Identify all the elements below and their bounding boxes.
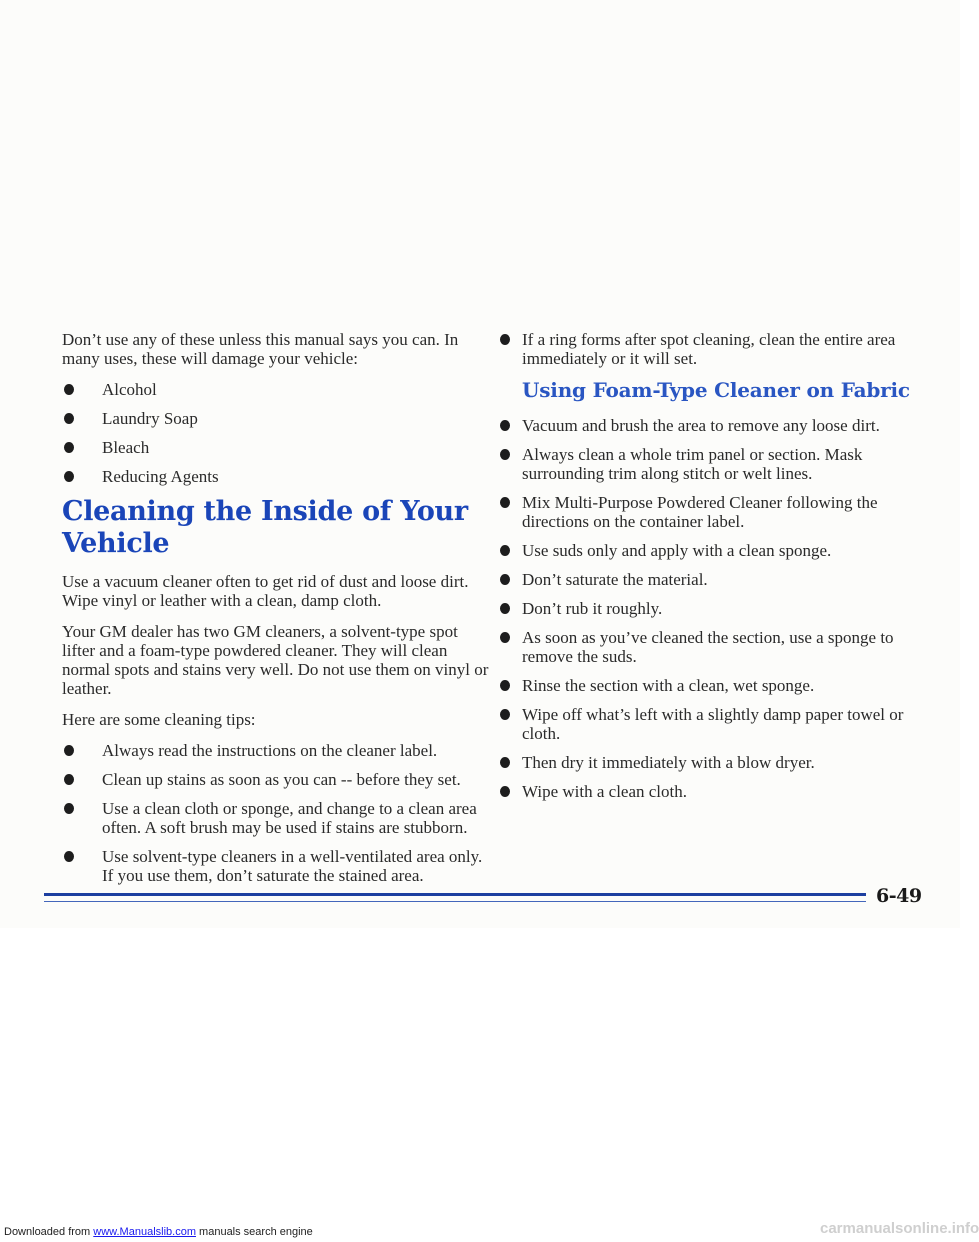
list-item: If a ring forms after spot cleaning, clean the entire area immediately or it will set.	[522, 330, 942, 368]
list-item: Mix Multi-Purpose Powdered Cleaner following the directions on the container label.	[522, 493, 942, 531]
bullet-icon	[500, 420, 510, 431]
tips-intro: Here are some cleaning tips:	[62, 710, 256, 729]
list-item: Then dry it immediately with a blow dryer.	[522, 753, 942, 772]
page-number: 6-49	[876, 885, 922, 907]
section-heading: Cleaning the Inside of Your Vehicle	[62, 496, 468, 559]
list-item: Vacuum and brush the area to remove any loose dirt.	[522, 416, 942, 435]
bullet-icon	[64, 442, 74, 453]
bullet-icon	[500, 786, 510, 797]
list-item: Alcohol	[62, 380, 494, 399]
bullet-icon	[500, 603, 510, 614]
list-item: Wipe off what’s left with a slightly damp paper towel or cloth.	[522, 705, 942, 743]
list-item: Reducing Agents	[62, 467, 494, 486]
right-column	[522, 330, 942, 811]
manualslib-link[interactable]: www.Manualslib.com	[93, 1226, 196, 1238]
cleaning-tips-list	[62, 741, 494, 885]
list-item: Use suds only and apply with a clean sponge.	[522, 541, 942, 560]
intro-paragraph: Don’t use any of these unless this manual says you can. In many uses, these will damage your vehicle:	[62, 330, 459, 368]
list-item: Don’t saturate the material.	[522, 570, 942, 589]
list-item: Laundry Soap	[62, 409, 494, 428]
bullet-icon	[64, 745, 74, 756]
list-item: Use a clean cloth or sponge, and change to a clean area often. A soft brush may be used if stains are stubborn.	[62, 799, 494, 837]
download-footer	[4, 1226, 313, 1238]
bullet-icon	[500, 497, 510, 508]
bullet-icon	[64, 471, 74, 482]
left-column	[62, 330, 494, 895]
subsection-heading: Using Foam-Type Cleaner on Fabric	[522, 378, 910, 402]
list-item: Use solvent-type cleaners in a well-ventilated area only. If you use them, don’t saturate the stained area.	[62, 847, 494, 885]
list-item: Always read the instructions on the cleaner label.	[62, 741, 494, 760]
bullet-icon	[500, 574, 510, 585]
bullet-icon	[500, 632, 510, 643]
download-suffix: manuals search engine	[199, 1226, 313, 1238]
dealer-cleaners-paragraph: Your GM dealer has two GM cleaners, a solvent-type spot lifter and a foam-type powdered cleaner. They will clean normal spots and stains very well. Do not use them on vinyl or leather.	[62, 622, 489, 698]
bullet-icon	[500, 545, 510, 556]
bullet-icon	[500, 709, 510, 720]
bullet-icon	[64, 774, 74, 785]
bullet-icon	[500, 680, 510, 691]
list-item: Rinse the section with a clean, wet sponge.	[522, 676, 942, 695]
footer-rule	[44, 893, 866, 903]
bullet-icon	[64, 384, 74, 395]
bullet-icon	[64, 851, 74, 862]
footer-rule-thick	[44, 893, 866, 896]
bullet-icon	[64, 803, 74, 814]
list-item: Wipe with a clean cloth.	[522, 782, 942, 801]
list-item: Always clean a whole trim panel or section. Mask surrounding trim along stitch or welt lines.	[522, 445, 942, 483]
download-prefix: Downloaded from	[4, 1226, 91, 1238]
bullet-icon	[500, 334, 510, 345]
avoid-list	[62, 380, 494, 486]
list-item: Don’t rub it roughly.	[522, 599, 942, 618]
site-watermark: carmanualsonline.info	[820, 1220, 979, 1237]
vacuum-paragraph: Use a vacuum cleaner often to get rid of dust and loose dirt. Wipe vinyl or leather with a clean, damp cloth.	[62, 572, 469, 610]
list-item: Clean up stains as soon as you can -- before they set.	[62, 770, 494, 789]
bullet-icon	[64, 413, 74, 424]
list-item: As soon as you’ve cleaned the section, use a sponge to remove the suds.	[522, 628, 942, 666]
foam-cleaner-steps	[522, 416, 942, 801]
list-item: Bleach	[62, 438, 494, 457]
bullet-icon	[500, 449, 510, 460]
footer-rule-thin	[44, 901, 866, 902]
ring-tip-list	[522, 330, 942, 368]
bullet-icon	[500, 757, 510, 768]
